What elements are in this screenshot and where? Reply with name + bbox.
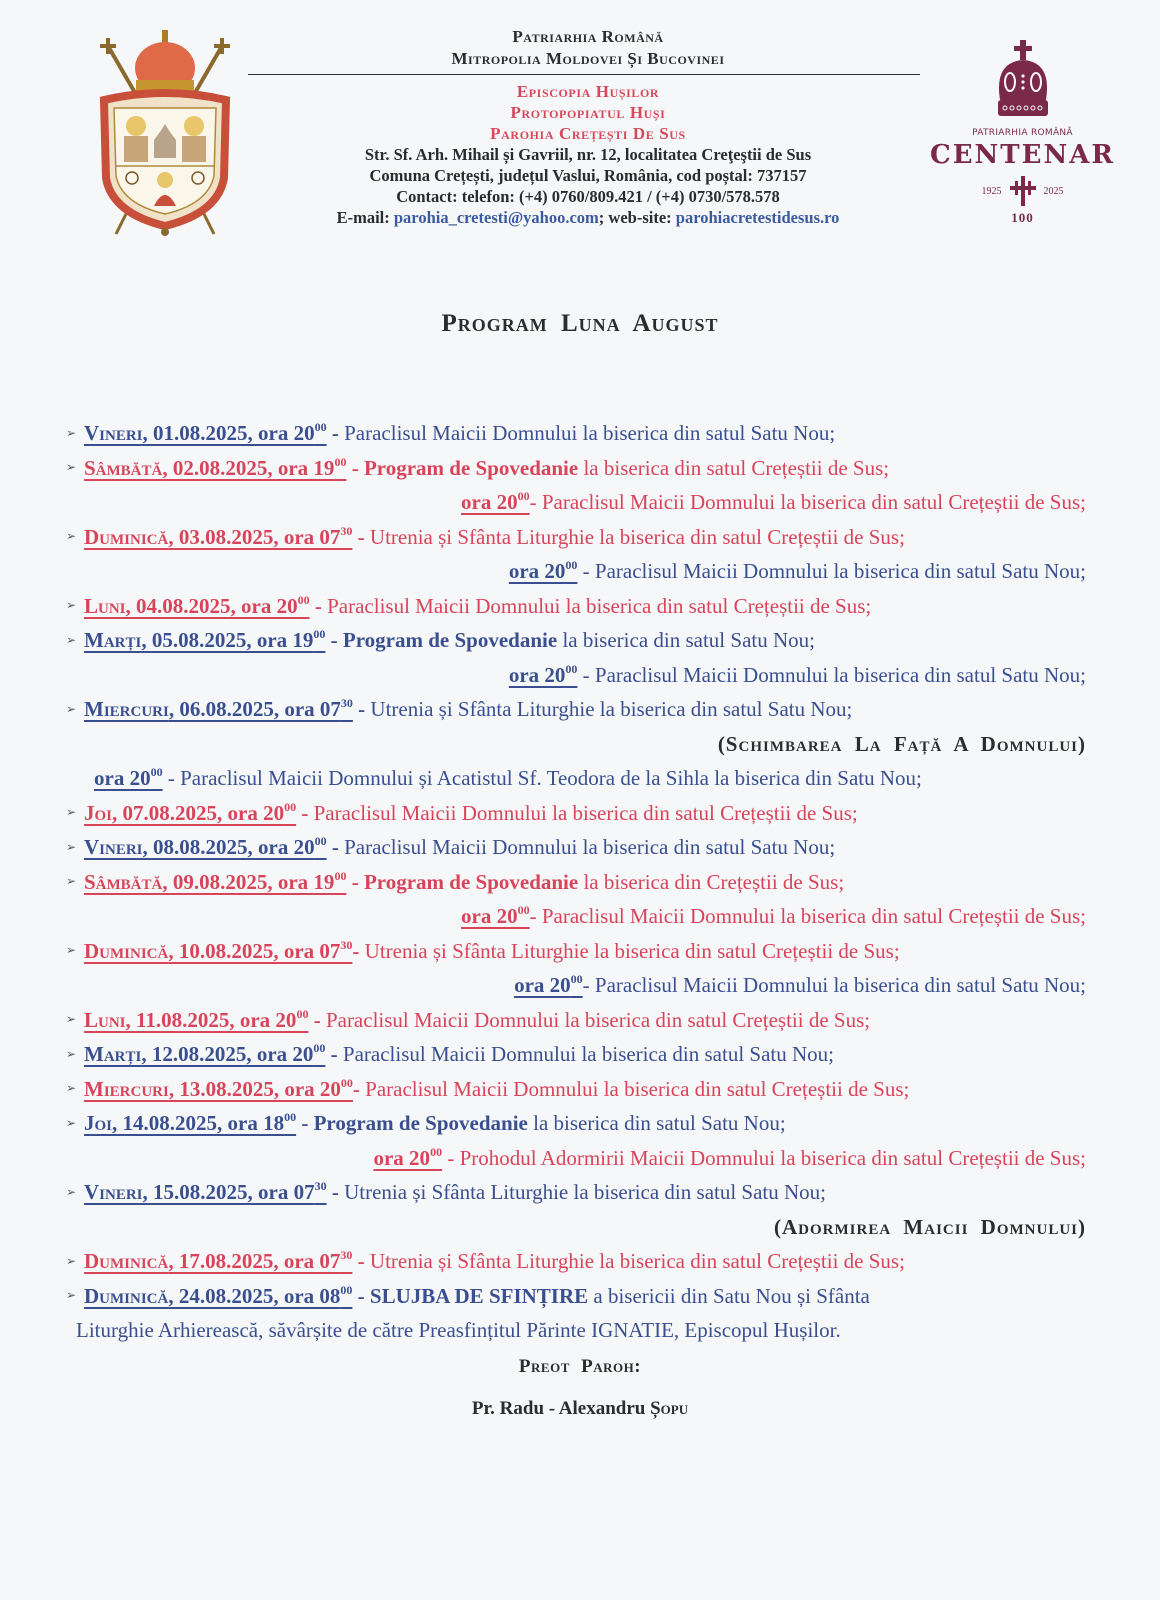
- time-minutes: 00: [340, 1075, 353, 1090]
- weekday: Vineri: [84, 835, 143, 859]
- event-description: Paraclisul Maicii Domnului la biserica din satul Crețeștii de Sus;: [365, 1076, 910, 1101]
- metropolis-name: Mitropolia Moldovei Și Bucovinei: [451, 49, 725, 68]
- event-separator: -: [162, 766, 181, 790]
- arrow-bullet-icon: ➢: [66, 1253, 77, 1268]
- event-separator: -: [326, 835, 345, 859]
- event-separator: -: [346, 455, 364, 480]
- feast-title: [66, 727, 1086, 762]
- schedule-item: [66, 692, 1086, 727]
- time-minutes: 00: [430, 1144, 443, 1159]
- event-description: Utrenia și Sfânta Liturghie la biserica din satul Satu Nou;: [344, 1180, 827, 1204]
- date-time: , 08.08.2025, ora 20: [142, 835, 315, 859]
- time-minutes: 00: [284, 1110, 297, 1124]
- time-text: ora 20: [461, 904, 518, 928]
- deanery-name: Protopopiatul Huși: [510, 103, 666, 122]
- date-time: , 09.08.2025, ora 19: [162, 869, 335, 894]
- time-minutes: 00: [296, 1006, 309, 1021]
- event-highlight: SLUJBA DE SFINȚIRE: [369, 1283, 589, 1308]
- event-description: Paraclisul Maicii Domnului la biserica din satul Satu Nou;: [344, 835, 836, 859]
- event-date: [84, 697, 353, 721]
- time-minutes: 00: [570, 972, 583, 986]
- arrow-bullet-icon: ➢: [66, 1081, 77, 1096]
- signature-role: Preot Paroh:: [518, 1356, 642, 1377]
- time-minutes: 00: [334, 454, 347, 469]
- centenar-title: CENTENAR: [930, 140, 1115, 170]
- arrow-bullet-icon: ➢: [66, 529, 77, 544]
- event-separator: -: [296, 1111, 314, 1135]
- weekday: Luni: [84, 593, 126, 618]
- event-date: [84, 835, 327, 859]
- event-date: [84, 456, 346, 480]
- event-separator: -: [326, 1180, 345, 1204]
- time-minutes: 30: [314, 1179, 327, 1193]
- schedule-item: [66, 1003, 1086, 1038]
- date-time: , 03.08.2025, ora 07: [168, 524, 341, 549]
- event-description: la biserica din satul Satu Nou;: [527, 1111, 786, 1135]
- priest-name: Pr. Radu - Alexandru: [471, 1398, 651, 1419]
- schedule-subitem: [66, 658, 1086, 693]
- time-text: ora 20: [508, 662, 566, 687]
- address-line-1: Str. Sf. Arh. Mihail și Gavriil, nr. 12, localitatea Creţeştii de Sus: [364, 145, 812, 164]
- time-minutes: 30: [340, 937, 353, 952]
- schedule-subitem: [66, 899, 1086, 934]
- schedule-subitem: [66, 761, 1086, 796]
- event-separator: -: [529, 904, 542, 928]
- schedule-item: [66, 830, 1086, 865]
- event-time: [461, 490, 530, 514]
- time-text: ora 20: [373, 1145, 431, 1170]
- arrow-bullet-icon: ➢: [66, 839, 77, 854]
- time-minutes: 00: [340, 1282, 353, 1297]
- event-separator: -: [352, 1076, 366, 1101]
- event-description: Paraclisul Maicii Domnului la biserica din satul Crețeștii de Sus;: [325, 1007, 871, 1032]
- schedule-item: [66, 589, 1086, 624]
- arrow-bullet-icon: ➢: [66, 598, 77, 613]
- event-date: [84, 1008, 308, 1032]
- weekday: Vineri: [84, 421, 143, 445]
- coat-of-arms-icon: [86, 28, 244, 238]
- arrow-bullet-icon: ➢: [66, 425, 77, 440]
- website-label: web-site:: [608, 208, 676, 227]
- event-date: [84, 1284, 352, 1308]
- schedule-list: [66, 416, 1086, 1348]
- event-highlight: Program de Spovedanie: [342, 628, 558, 652]
- event-separator: -: [325, 628, 343, 652]
- event-description: Paraclisul Maicii Domnului la biserica din satul Satu Nou;: [342, 1042, 834, 1066]
- event-date: [84, 525, 352, 549]
- event-description: la biserica din satul Satu Nou;: [557, 628, 815, 652]
- event-separator: -: [577, 559, 595, 583]
- event-separator: -: [582, 973, 595, 997]
- arrow-bullet-icon: ➢: [66, 874, 77, 889]
- date-time: , 10.08.2025, ora 07: [168, 938, 341, 963]
- event-time: [509, 559, 578, 583]
- feast-title: [66, 1210, 1086, 1245]
- schedule-item: [66, 1244, 1086, 1279]
- event-description: Prohodul Adormirii Maicii Domnului la biserica din satul Crețeștii de Sus;: [459, 1145, 1086, 1170]
- event-date: [84, 1249, 352, 1273]
- date-time: , 04.08.2025, ora 20: [125, 593, 298, 618]
- page-title: Program Luna August: [441, 310, 719, 337]
- time-text: ora 20: [461, 490, 518, 514]
- separator: ;: [598, 208, 609, 227]
- feast-label: (Schimbarea La Față A Domnului): [717, 731, 1086, 756]
- event-description: Utrenia și Sfânta Liturghie la biserica din satul Satu Nou;: [370, 697, 853, 721]
- date-time: , 24.08.2025, ora 08: [168, 1283, 341, 1308]
- event-date: [84, 939, 352, 963]
- parish-name: Parohia Crețești De Sus: [490, 124, 686, 143]
- event-separator: -: [346, 869, 364, 894]
- event-description: Utrenia și Sfânta Liturghie la biserica din satul Crețeștii de Sus;: [369, 524, 905, 549]
- event-description: Utrenia și Sfânta Liturghie la biserica din satul Crețeștii de Sus;: [364, 938, 900, 963]
- event-separator: -: [325, 1042, 343, 1066]
- email-link[interactable]: parohia_cretesti@yahoo.com: [393, 208, 599, 227]
- event-date: [84, 1111, 296, 1135]
- header-divider: [248, 74, 920, 75]
- address-line-2: Comuna Crețești, județul Vaslui, România, cod poștal: 737157: [369, 166, 807, 185]
- schedule-subitem: [66, 1141, 1086, 1176]
- event-description: Paraclisul Maicii Domnului la biserica din satul Satu Nou;: [594, 973, 1086, 997]
- event-separator: -: [352, 524, 370, 549]
- schedule-item: [66, 416, 1086, 451]
- weekday: Vineri: [84, 1180, 143, 1204]
- event-date: [84, 870, 346, 894]
- weekday: Miercuri: [84, 697, 169, 721]
- time-minutes: 30: [340, 696, 353, 710]
- event-separator: -: [352, 1249, 370, 1273]
- event-separator: -: [296, 800, 314, 825]
- event-date: [84, 1077, 353, 1101]
- arrow-bullet-icon: ➢: [66, 1184, 77, 1199]
- event-date: [84, 421, 327, 445]
- event-separator: -: [326, 421, 345, 445]
- event-description: Paraclisul Maicii Domnului la biserica din satul Satu Nou;: [344, 421, 836, 445]
- weekday: Joi: [84, 800, 113, 825]
- event-separator: -: [352, 938, 365, 963]
- date-time: , 17.08.2025, ora 07: [168, 1249, 341, 1273]
- time-minutes: 00: [334, 868, 347, 883]
- year-start: 1925: [981, 185, 1002, 197]
- time-minutes: 00: [517, 489, 530, 503]
- email-website-line: [248, 207, 928, 228]
- time-minutes: 00: [314, 420, 327, 434]
- schedule-item: [66, 451, 1086, 486]
- schedule-subitem: [66, 485, 1086, 520]
- event-separator: -: [442, 1145, 460, 1170]
- event-time: [373, 1146, 442, 1170]
- time-text: ora 20: [94, 766, 151, 790]
- weekday: Luni: [84, 1007, 126, 1032]
- schedule-subitem: [66, 968, 1086, 1003]
- weekday: Duminică: [84, 1249, 169, 1273]
- event-time: [509, 663, 578, 687]
- centenar-logo: [925, 40, 1120, 255]
- patriarchate-name: Patriarhia Română: [512, 27, 664, 46]
- weekday: Duminică: [84, 1283, 169, 1308]
- date-time: , 05.08.2025, ora 19: [141, 628, 314, 652]
- year-end: 2025: [1043, 185, 1064, 197]
- event-description: Paraclisul Maicii Domnului la biserica din satul Crețeștii de Sus;: [327, 593, 872, 618]
- cross-icon: [1010, 176, 1036, 206]
- date-time: , 01.08.2025, ora 20: [142, 421, 315, 445]
- event-highlight: Program de Spovedanie: [363, 455, 579, 480]
- time-minutes: 00: [565, 558, 578, 572]
- event-separator: -: [577, 662, 595, 687]
- date-time: , 12.08.2025, ora 20: [141, 1042, 314, 1066]
- event-description: Utrenia și Sfânta Liturghie la biserica din satul Crețeștii de Sus;: [369, 1249, 905, 1273]
- event-date: [84, 594, 310, 618]
- date-time: , 13.08.2025, ora 20: [168, 1076, 341, 1101]
- arrow-bullet-icon: ➢: [66, 632, 77, 647]
- event-time: [514, 973, 583, 997]
- event-highlight: Program de Spovedanie: [313, 1111, 528, 1135]
- event-separator: -: [309, 593, 328, 618]
- time-minutes: 00: [150, 765, 163, 779]
- time-minutes: 30: [340, 1248, 353, 1262]
- time-minutes: 00: [565, 661, 578, 676]
- signature-name: [0, 1398, 1160, 1420]
- website-link[interactable]: parohiacretestidesus.ro: [675, 208, 840, 227]
- event-separator: -: [308, 1007, 326, 1032]
- weekday: Marți: [84, 628, 142, 652]
- centenar-years: [925, 176, 1120, 206]
- event-description: la biserica din Crețeștii de Sus;: [578, 869, 845, 894]
- schedule-item: [66, 1175, 1086, 1210]
- centenar-org: PATRIARHIA ROMÂNĂ: [972, 128, 1073, 138]
- time-minutes: 00: [314, 834, 327, 848]
- letterhead: [248, 26, 928, 228]
- date-time: , 14.08.2025, ora 18: [112, 1111, 285, 1135]
- event-date: [84, 801, 296, 825]
- event-date: [84, 1042, 325, 1066]
- weekday: Duminică: [84, 938, 169, 963]
- schedule-item: [66, 865, 1086, 900]
- email-label: E-mail:: [336, 208, 394, 227]
- event-description: Paraclisul Maicii Domnului la biserica din satul Crețeștii de Sus;: [541, 490, 1086, 514]
- event-date: [84, 1180, 327, 1204]
- contact-phones: Contact: telefon: (+4) 0760/809.421 / (+4) 0730/578.578: [396, 187, 780, 206]
- event-description: Paraclisul Maicii Domnului la biserica din satul Crețeștii de Sus;: [541, 904, 1086, 928]
- event-description: Paraclisul Maicii Domnului la biserica din satul Crețeștii de Sus;: [313, 800, 858, 825]
- event-description: a bisericii din Satu Nou și Sfânta: [588, 1283, 870, 1308]
- schedule-item: [66, 1072, 1086, 1107]
- time-minutes: 00: [313, 1041, 326, 1055]
- time-minutes: 00: [284, 799, 297, 814]
- time-minutes: 30: [340, 523, 353, 538]
- arrow-bullet-icon: ➢: [66, 805, 77, 820]
- event-separator: -: [529, 490, 542, 514]
- date-time: , 15.08.2025, ora 07: [142, 1180, 315, 1204]
- weekday: Marți: [84, 1042, 142, 1066]
- feast-label: (Adormirea Maicii Domnului): [774, 1214, 1086, 1239]
- event-time: [94, 766, 163, 790]
- event-separator: -: [352, 697, 371, 721]
- time-text: ora 20: [508, 559, 566, 583]
- schedule-continuation: Liturghie Arhierească, săvârșite de către Preasfințitul Părinte IGNATIE, Episcopul Hușilor.: [76, 1318, 841, 1342]
- schedule-item: [66, 1279, 1086, 1314]
- schedule-item: [66, 623, 1086, 658]
- time-minutes: 00: [517, 903, 530, 917]
- schedule-item: [66, 934, 1086, 969]
- time-text: ora 20: [514, 973, 571, 997]
- event-date: [84, 628, 325, 652]
- time-minutes: 00: [313, 627, 326, 641]
- event-description: Paraclisul Maicii Domnului la biserica din satul Satu Nou;: [594, 559, 1086, 583]
- date-time: , 06.08.2025, ora 07: [168, 697, 341, 721]
- arrow-bullet-icon: ➢: [66, 701, 77, 716]
- event-highlight: Program de Spovedanie: [363, 869, 579, 894]
- event-time: [461, 904, 530, 928]
- date-time: , 11.08.2025, ora 20: [125, 1007, 297, 1032]
- schedule-item: [66, 1037, 1086, 1072]
- arrow-bullet-icon: ➢: [66, 1046, 77, 1061]
- event-description: Paraclisul Maicii Domnului la biserica din satul Satu Nou;: [594, 662, 1086, 687]
- arrow-bullet-icon: ➢: [66, 1115, 77, 1130]
- weekday: Joi: [84, 1111, 113, 1135]
- time-minutes: 00: [297, 592, 310, 607]
- schedule-subitem: [66, 554, 1086, 589]
- arrow-bullet-icon: ➢: [66, 1012, 77, 1027]
- weekday: Duminică: [84, 524, 169, 549]
- schedule-item: [66, 520, 1086, 555]
- centenar-number: 100: [1011, 210, 1034, 225]
- arrow-bullet-icon: ➢: [66, 1288, 77, 1303]
- event-description: Paraclisul Maicii Domnului și Acatistul Sf. Teodora de la Sihla la biserica din Satu Nou;: [180, 766, 922, 790]
- date-time: , 02.08.2025, ora 19: [162, 455, 335, 480]
- schedule-item: [66, 1106, 1086, 1141]
- weekday: Sâmbătă: [84, 455, 163, 480]
- schedule-item: [66, 796, 1086, 831]
- diocese-name: Episcopia Hușilor: [516, 82, 660, 101]
- date-time: , 07.08.2025, ora 20: [112, 800, 285, 825]
- arrow-bullet-icon: ➢: [66, 943, 77, 958]
- crown-icon: [988, 40, 1058, 120]
- priest-surname: Șopu: [650, 1398, 689, 1419]
- arrow-bullet-icon: ➢: [66, 460, 77, 475]
- event-description: la biserica din satul Crețeștii de Sus;: [578, 455, 890, 480]
- weekday: Miercuri: [84, 1076, 169, 1101]
- weekday: Sâmbătă: [84, 869, 163, 894]
- event-separator: -: [352, 1283, 370, 1308]
